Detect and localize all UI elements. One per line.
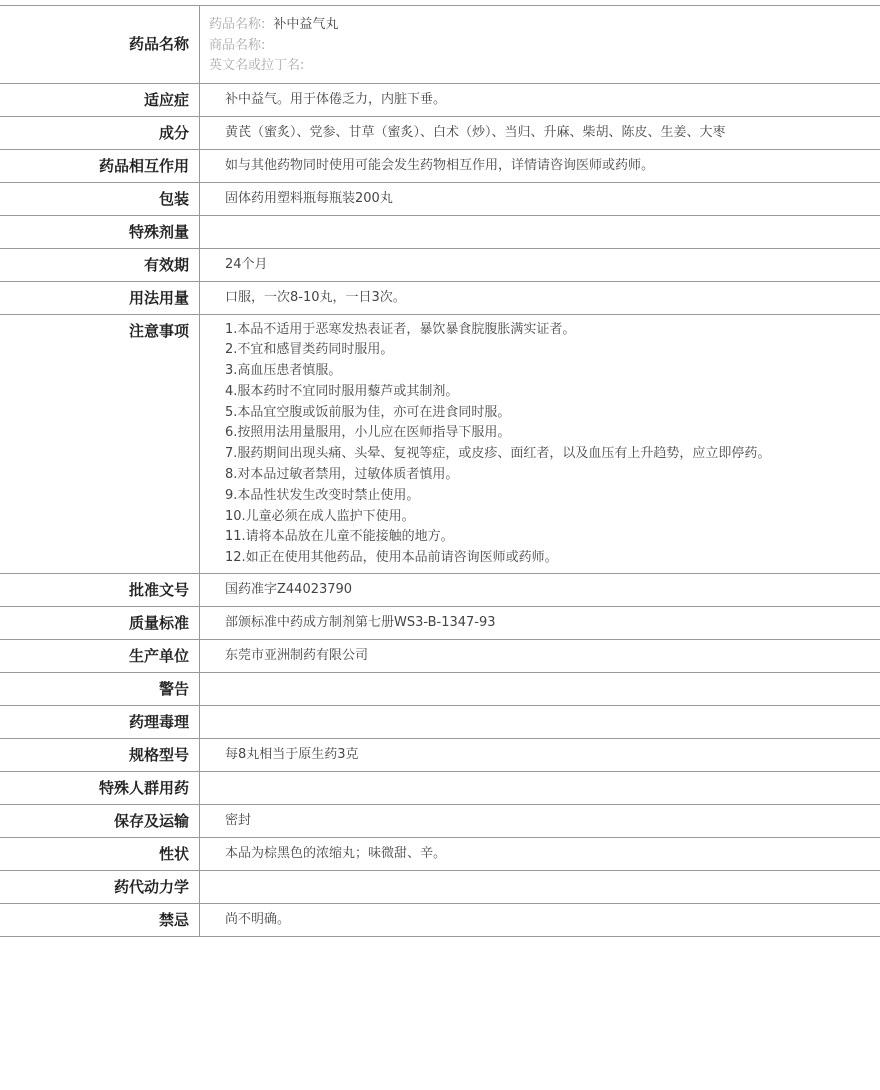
- storage-label: 保存及运输: [0, 805, 200, 838]
- usage-label: 用法用量: [0, 281, 200, 314]
- special-population-row: [0, 772, 880, 805]
- trade-name-key: 商品名称:: [209, 37, 266, 53]
- pharmacokinetics-label: 药代动力学: [0, 871, 200, 904]
- storage-value: 密封: [225, 813, 252, 829]
- special-dosage-label: 特殊剂量: [0, 215, 200, 248]
- caution-item: 3.高血压患者慎服。: [225, 363, 342, 379]
- caution-item: 12.如正在使用其他药品，使用本品前请咨询医师或药师。: [225, 550, 558, 566]
- drug-name-row: [0, 6, 880, 84]
- trade-name-line: [209, 36, 880, 57]
- packaging-label: 包装: [0, 182, 200, 215]
- shelf-life-label: 有效期: [0, 248, 200, 281]
- manufacturer-label: 生产单位: [0, 640, 200, 673]
- ingredients-label: 成分: [0, 116, 200, 149]
- toxicology-row: [0, 706, 880, 739]
- specification-value: 每8丸相当于原生药3克: [225, 747, 359, 763]
- approval-row: [0, 574, 880, 607]
- english-name-key: 英文名或拉丁名:: [209, 58, 305, 73]
- caution-item: 8.对本品过敏者禁用，过敏体质者慎用。: [225, 467, 459, 483]
- caution-item: 7.服药期间出现头痛、头晕、复视等症，或皮疹、面红者，以及血压有上升趋势，应立即停药。: [225, 446, 771, 462]
- interactions-label: 药品相互作用: [0, 149, 200, 182]
- storage-row: [0, 805, 880, 838]
- generic-name-key: 药品名称:: [209, 17, 266, 32]
- toxicology-label: 药理毒理: [0, 706, 200, 739]
- description-row: [0, 838, 880, 871]
- generic-name-line: [209, 15, 880, 36]
- pharmacokinetics-value: [200, 871, 880, 904]
- ingredients-row: [0, 116, 880, 149]
- caution-item: 2.不宜和感冒类药同时服用。: [225, 342, 394, 358]
- standard-row: [0, 607, 880, 640]
- contraindications-label: 禁忌: [0, 904, 200, 937]
- specification-row: [0, 739, 880, 772]
- usage-value: 口服，一次8-10丸，一日3次。: [225, 289, 406, 305]
- special-population-label: 特殊人群用药: [0, 772, 200, 805]
- drug-info-table: [0, 5, 880, 937]
- english-name-line: [209, 56, 880, 77]
- caution-item: 1.本品不适用于恶寒发热表证者，暴饮暴食脘腹胀满实证者。: [225, 321, 576, 337]
- approval-value: 国药准字Z44023790: [225, 582, 353, 598]
- indications-row: [0, 83, 880, 116]
- specification-label: 规格型号: [0, 739, 200, 772]
- drug-name-cell: [200, 6, 880, 84]
- ingredients-value: 黄芪（蜜炙）、党参、甘草（蜜炙）、白术（炒）、当归、升麻、柴胡、陈皮、生姜、大枣: [225, 124, 726, 140]
- special-population-value: [200, 772, 880, 805]
- toxicology-value: [200, 706, 880, 739]
- cautions-row: [0, 314, 880, 574]
- contraindications-value: 尚不明确。: [225, 912, 291, 928]
- cautions-cell: [200, 314, 880, 574]
- special-dosage-row: [0, 215, 880, 248]
- warning-value: [200, 673, 880, 706]
- packaging-row: [0, 182, 880, 215]
- drug-name-label: 药品名称: [0, 6, 200, 84]
- manufacturer-row: [0, 640, 880, 673]
- caution-item: 9.本品性状发生改变时禁止使用。: [225, 487, 420, 503]
- usage-row: [0, 281, 880, 314]
- caution-item: 6.按照用法用量服用，小儿应在医师指导下服用。: [225, 425, 511, 441]
- shelf-life-value: 24个月: [225, 256, 268, 272]
- interactions-row: [0, 149, 880, 182]
- caution-item: 5.本品宜空腹或饭前服为佳，亦可在进食同时服。: [225, 404, 511, 420]
- special-dosage-value: [200, 215, 880, 248]
- manufacturer-value: 东莞市亚洲制药有限公司: [225, 648, 369, 664]
- indications-value: 补中益气。用于体倦乏力，内脏下垂。: [225, 91, 447, 107]
- standard-value: 部颁标准中药成方制剂第七册WS3-B-1347-93: [225, 615, 496, 631]
- generic-name-value: 补中益气丸: [273, 17, 339, 32]
- caution-item: 4.服本药时不宜同时服用藜芦或其制剂。: [225, 383, 459, 399]
- approval-label: 批准文号: [0, 574, 200, 607]
- caution-item: 11.请将本品放在儿童不能接触的地方。: [225, 529, 454, 545]
- packaging-value: 固体药用塑料瓶每瓶装200丸: [225, 190, 393, 206]
- pharmacokinetics-row: [0, 871, 880, 904]
- warning-row: [0, 673, 880, 706]
- caution-item: 10.儿童必须在成人监护下使用。: [225, 508, 415, 524]
- description-value: 本品为棕黑色的浓缩丸；味微甜、辛。: [225, 846, 447, 862]
- interactions-value: 如与其他药物同时使用可能会发生药物相互作用，详情请咨询医师或药师。: [225, 157, 655, 173]
- standard-label: 质量标准: [0, 607, 200, 640]
- cautions-list: [225, 320, 785, 570]
- indications-label: 适应症: [0, 83, 200, 116]
- shelf-life-row: [0, 248, 880, 281]
- warning-label: 警告: [0, 673, 200, 706]
- description-label: 性状: [0, 838, 200, 871]
- contraindications-row: [0, 904, 880, 937]
- cautions-label: 注意事项: [0, 314, 200, 574]
